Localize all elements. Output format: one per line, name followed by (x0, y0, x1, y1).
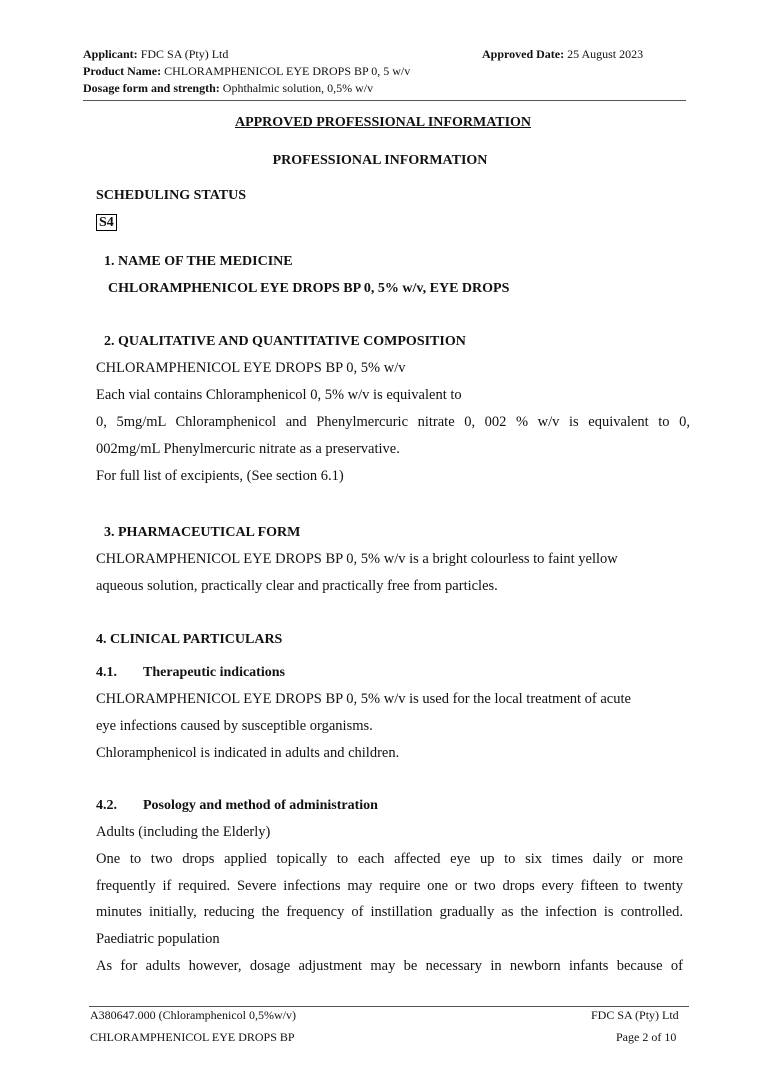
dosage-form-label: Dosage form and strength: (83, 81, 220, 95)
s4-label: S4 (96, 214, 117, 231)
dosage-form-value: Ophthalmic solution, 0,5% w/v (222, 81, 374, 95)
section-3-heading: 3. PHARMACEUTICAL FORM (104, 525, 301, 540)
posology-line-4: minutes initially, reducing the frequency of instillation gradually as the infection is controlled. (96, 904, 683, 920)
subsection-4-2-number: 4.2. (96, 798, 117, 813)
composition-line-3: 0, 5mg/mL Chloramphenicol and Phenylmercuric nitrate 0, 002 % w/v is equivalent to 0, (96, 414, 690, 430)
approved-date-value: 25 August 2023 (567, 47, 644, 61)
indications-line-1: CHLORAMPHENICOL EYE DROPS BP 0, 5% w/v is used for the local treatment of acute (96, 691, 631, 707)
posology-line-3: frequently if required. Severe infections may require one or two drops every fifteen to twenty (96, 878, 683, 894)
medicine-name: CHLORAMPHENICOL EYE DROPS BP 0, 5% w/v, EYE DROPS (108, 281, 510, 296)
scheduling-status-heading: SCHEDULING STATUS (96, 188, 247, 203)
applicant-label: Applicant: (83, 47, 138, 61)
posology-line-1: Adults (including the Elderly) (96, 824, 271, 840)
pharmaceutical-form-line-2: aqueous solution, practically clear and practically free from particles. (96, 578, 498, 594)
subsection-4-1-title: Therapeutic indications (143, 665, 285, 680)
footer-page-number: Page 2 of 10 (616, 1030, 677, 1044)
pharmaceutical-form-line-1: CHLORAMPHENICOL EYE DROPS BP 0, 5% w/v is a bright colourless to faint yellow (96, 551, 618, 567)
section-2-heading: 2. QUALITATIVE AND QUANTITATIVE COMPOSITION (104, 334, 466, 349)
applicant-line (83, 46, 228, 62)
product-name-line (83, 63, 410, 79)
product-name-label: Product Name: (83, 64, 162, 78)
footer-document-code: A380647.000 (Chloramphenicol 0,5%w/v) (90, 1008, 296, 1022)
approved-date-line (482, 46, 643, 62)
composition-line-5: For full list of excipients, (See section 6.1) (96, 468, 344, 484)
subsection-4-1-number: 4.1. (96, 665, 117, 680)
product-name-value: CHLORAMPHENICOL EYE DROPS BP 0, 5 w/v (164, 64, 411, 78)
section-4-heading: 4. CLINICAL PARTICULARS (96, 632, 283, 647)
posology-line-6: As for adults however, dosage adjustment may be necessary in newborn infants because of (96, 958, 683, 974)
scheduling-status-badge (96, 213, 117, 231)
composition-line-2: Each vial contains Chloramphenicol 0, 5% w/v is equivalent to (96, 387, 462, 403)
indications-line-2: eye infections caused by susceptible organisms. (96, 718, 373, 734)
professional-information-title: PROFESSIONAL INFORMATION (272, 153, 488, 168)
subsection-4-2-title: Posology and method of administration (143, 798, 378, 813)
dosage-form-line (83, 80, 373, 96)
footer-product: CHLORAMPHENICOL EYE DROPS BP (90, 1030, 295, 1044)
header-divider (83, 100, 686, 101)
posology-line-5: Paediatric population (96, 931, 220, 947)
approved-date-label: Approved Date: (482, 47, 565, 61)
composition-line-1: CHLORAMPHENICOL EYE DROPS BP 0, 5% w/v (96, 360, 406, 376)
posology-line-2: One to two drops applied topically to each affected eye up to six times daily or more (96, 851, 683, 867)
section-1-heading: 1. NAME OF THE MEDICINE (104, 254, 293, 269)
approved-information-title: APPROVED PROFESSIONAL INFORMATION (234, 115, 532, 130)
composition-line-4: 002mg/mL Phenylmercuric nitrate as a preservative. (96, 441, 400, 457)
footer-company: FDC SA (Pty) Ltd (591, 1008, 679, 1022)
applicant-value: FDC SA (Pty) Ltd (140, 47, 229, 61)
indications-line-3: Chloramphenicol is indicated in adults and children. (96, 745, 400, 761)
